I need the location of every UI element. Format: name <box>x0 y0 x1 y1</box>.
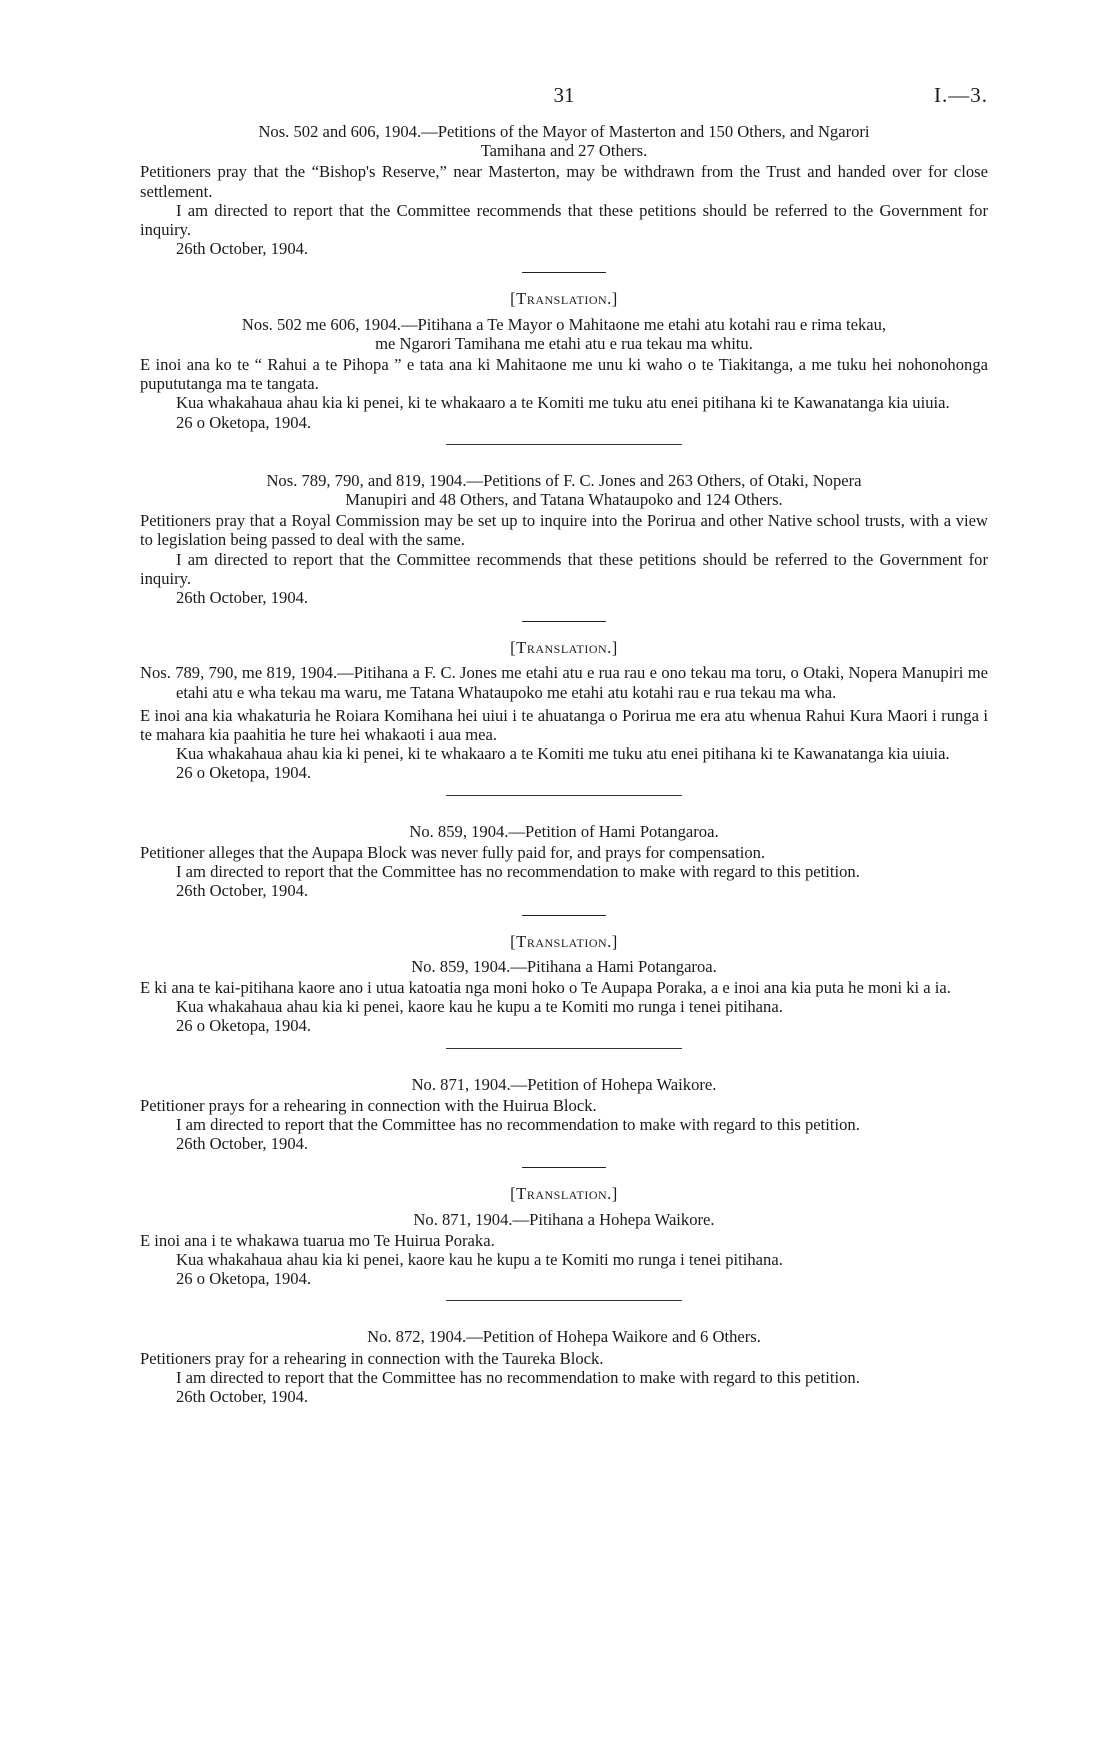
committee-report: Kua whakahaua ahau kia ki penei, ki te whakaaro a te Komiti me tuku atu enei pitihana ki te Kawanatanga kia uiuia. <box>176 744 950 764</box>
committee-report: Kua whakahaua ahau kia ki penei, kaore kau he kupu a te Komiti mo runga i tenei pitihana. <box>176 1249 783 1269</box>
petition-title: Nos. 502 and 606, 1904.—Petitions of the Mayor of Masterton and 150 Others, and Ngarori Tamihana and 27 Others. <box>258 122 870 161</box>
petition-entry <box>140 822 988 901</box>
report-date: 26th October, 1904. <box>176 239 309 259</box>
report-date: 26 o Oketopa, 1904. <box>176 412 312 432</box>
petition-entry <box>140 471 988 607</box>
petition-prayer: E ki ana te kai-pitihana kaore ano i utua katoatia nga moni hoko o Te Aupapa Poraka, a e inoi ana kia puta he moni ki a ia. <box>140 977 951 997</box>
petition-title: No. 871, 1904.—Petition of Hohepa Waikore. <box>411 1074 717 1094</box>
petition-prayer: Petitioners pray that a Royal Commission may be set up to inquire into the Porirua and other Native school trusts, with a view to legislation being passed to deal with the same. <box>140 511 988 550</box>
short-divider <box>522 1167 606 1168</box>
committee-report: Kua whakahaua ahau kia ki penei, kaore kau he kupu a te Komiti mo runga i tenei pitihana. <box>176 997 783 1017</box>
translation-entry <box>140 932 988 1036</box>
short-divider <box>522 621 606 622</box>
document-reference: I.—3. <box>934 83 988 107</box>
report-date: 26 o Oketopa, 1904. <box>176 763 312 783</box>
translation-entry <box>140 638 988 782</box>
long-divider <box>446 795 682 796</box>
translation-label: [Translation.] <box>510 1184 618 1204</box>
page-number: 31 <box>553 83 575 107</box>
report-date: 26 o Oketopa, 1904. <box>176 1016 312 1036</box>
petition-prayer: E inoi ana i te whakawa tuarua mo Te Huirua Poraka. <box>140 1230 495 1250</box>
petition-prayer: Petitioner alleges that the Aupapa Block was never fully paid for, and prays for compensation. <box>140 842 766 862</box>
petition-title: No. 872, 1904.—Petition of Hohepa Waikore and 6 Others. <box>367 1327 761 1347</box>
petition-prayer: Petitioners pray for a rehearing in connection with the Taureka Block. <box>140 1348 604 1368</box>
petition-title: No. 871, 1904.—Pitihana a Hohepa Waikore. <box>413 1209 715 1229</box>
petition-entry <box>140 1327 988 1406</box>
short-divider <box>522 272 606 273</box>
translation-entry <box>140 289 988 431</box>
petition-title: No. 859, 1904.—Pitihana a Hami Potangaroa. <box>411 956 717 976</box>
petition-title: No. 859, 1904.—Petition of Hami Potangaroa. <box>409 821 719 841</box>
document-page <box>140 82 988 1406</box>
long-divider <box>446 1048 682 1049</box>
petition-prayer: Petitioners pray that the “Bishop's Reserve,” near Masterton, may be withdrawn from the Trust and handed over for close settlement. <box>140 162 988 201</box>
petition-prayer: Petitioner prays for a rehearing in connection with the Huirua Block. <box>140 1095 597 1115</box>
translation-entry <box>140 1184 988 1288</box>
translation-label: [Translation.] <box>510 931 618 951</box>
translation-label: [Translation.] <box>510 638 618 658</box>
long-divider <box>446 444 682 445</box>
committee-report: I am directed to report that the Committee recommends that these petitions should be referred to the Government for inquiry. <box>140 549 988 588</box>
committee-report: I am directed to report that the Committee recommends that these petitions should be referred to the Government for inquiry. <box>140 200 988 240</box>
petition-prayer: E inoi ana kia whakaturia he Roiara Komihana hei uiui i te ahuatanga o Porirua me era atu whenua Rahui Kura Maori i runga i te mahara kia paahitia he ture hei whakaoti i aua mea. <box>140 705 988 745</box>
report-date: 26 o Oketopa, 1904. <box>176 1269 312 1289</box>
long-divider <box>446 1300 682 1301</box>
report-date: 26th October, 1904. <box>176 881 309 901</box>
committee-report: I am directed to report that the Committee has no recommendation to make with regard to this petition. <box>176 1367 860 1387</box>
report-date: 26th October, 1904. <box>176 1386 309 1406</box>
report-date: 26th October, 1904. <box>176 1134 309 1154</box>
translation-label: [Translation.] <box>510 289 618 309</box>
page-header <box>140 82 988 122</box>
petition-entry <box>140 122 988 258</box>
report-date: 26th October, 1904. <box>176 588 309 608</box>
petition-title: Nos. 789, 790, me 819, 1904.—Pitihana a F. C. Jones me etahi atu e rua rau e ono tekau ma toru, o Otaki, Nopera Manupiri me etahi atu e wha tekau ma waru, me Tatana Whataupoko me etahi atu kotahi rau e rua tekau ma wha. <box>140 663 988 702</box>
committee-report: I am directed to report that the Committee has no recommendation to make with regard to this petition. <box>176 1114 860 1134</box>
petition-prayer: E inoi ana ko te “ Rahui a te Pihopa ” e tata ana ki Mahitaone me unu ki waho o te Tiakitanga, a me tuku hei nohonohonga pupututanga ma te tangata. <box>140 355 988 394</box>
short-divider <box>522 915 606 916</box>
committee-report: I am directed to report that the Committee has no recommendation to make with regard to this petition. <box>176 862 860 882</box>
committee-report: Kua whakahaua ahau kia ki penei, ki te whakaaro a te Komiti me tuku atu enei pitihana ki te Kawanatanga kia uiuia. <box>176 393 950 413</box>
petition-entry <box>140 1075 988 1154</box>
petition-title: Nos. 502 me 606, 1904.—Pitihana a Te Mayor o Mahitaone me etahi atu kotahi rau e rima tekau, me Ngarori Tamihana me etahi atu e rua tekau ma whitu. <box>241 314 887 353</box>
petition-title: Nos. 789, 790, and 819, 1904.—Petitions of F. C. Jones and 263 Others, of Otaki, Nopera Manupiri and 48 Others, and Tatana Whataupoko and 124 Others. <box>266 470 862 510</box>
